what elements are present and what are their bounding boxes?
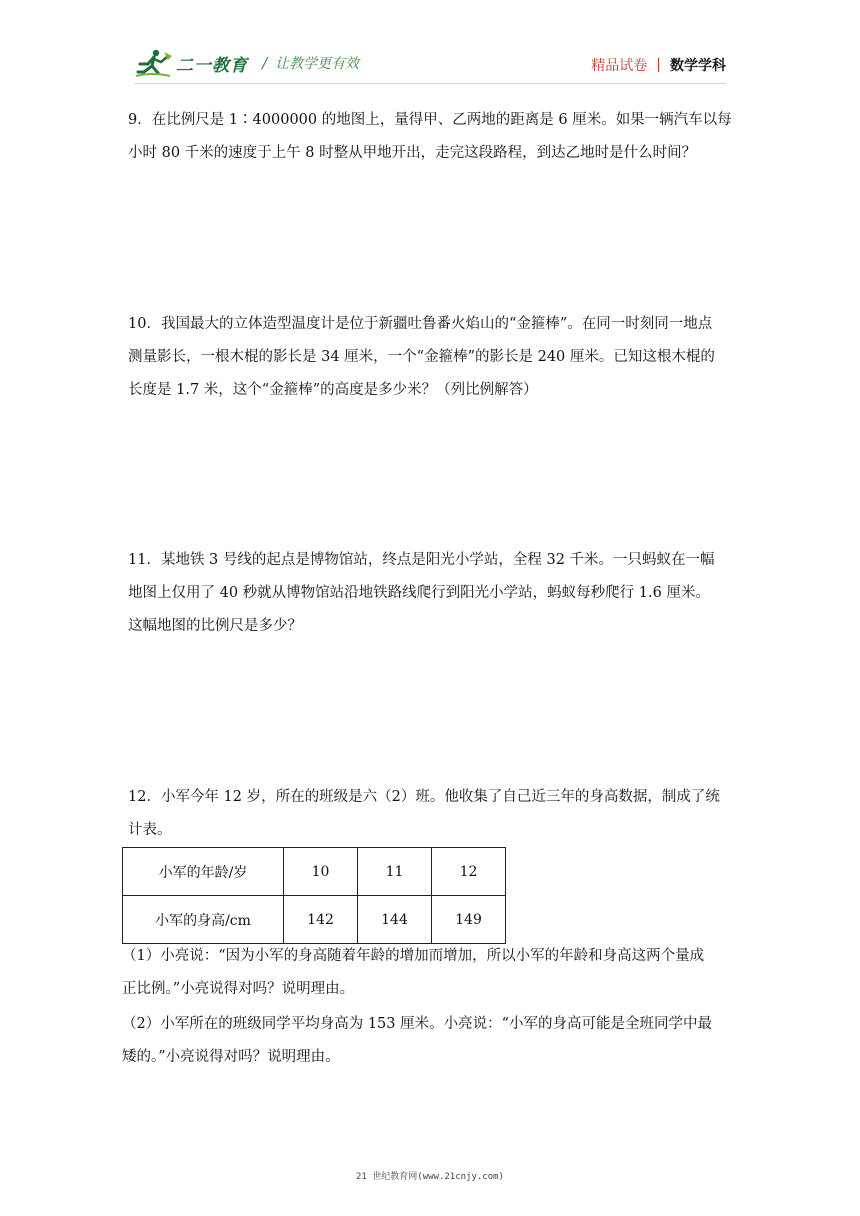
table-cell: 144 xyxy=(358,896,432,944)
question-12 xyxy=(128,781,732,847)
table-cell: 12 xyxy=(432,848,506,896)
page-header xyxy=(134,46,726,82)
page-footer: 21 世纪教育网(www.21cnjy.com) xyxy=(356,1172,504,1182)
paper-type-label: 精品试卷 xyxy=(591,58,648,74)
question-line: （2）小军所在的班级同学平均身高为 153 厘米。小亮说：“小军的身高可能是全班同学中最 xyxy=(122,1016,713,1032)
question-line: 长度是 1.7 米，这个“金箍棒”的高度是多少米？（列比例解答） xyxy=(128,382,538,398)
question-line: （1）小亮说：“因为小军的身高随着年龄的增加而增加，所以小军的年龄和身高这两个量成 xyxy=(122,948,705,964)
sub-question-2 xyxy=(122,1008,732,1074)
question-line: 12．小军今年 12 岁，所在的班级是六（2）班。他收集了自己近三年的身高数据，制成了统 xyxy=(128,789,720,805)
question-9 xyxy=(128,104,732,170)
question-line: 计表。 xyxy=(128,822,172,838)
slogan-separator: / xyxy=(262,54,268,72)
slogan: 让教学更有效 xyxy=(275,56,360,72)
row-header-age: 小军的年龄/岁 xyxy=(123,848,284,896)
question-line: 地图上仅用了 40 秒就从博物馆站沿地铁路线爬行到阳光小学站，蚂蚁每秒爬行 1.6 厘米。 xyxy=(128,585,710,601)
header-divider-line xyxy=(134,83,726,84)
height-stat-table xyxy=(122,847,506,944)
header-right xyxy=(591,55,726,75)
table-cell: 10 xyxy=(284,848,358,896)
table-row xyxy=(123,848,506,896)
question-line: 矮的。”小亮说得对吗？说明理由。 xyxy=(122,1049,340,1065)
question-11 xyxy=(128,544,732,643)
table-cell: 11 xyxy=(358,848,432,896)
subject-label: 数学学科 xyxy=(670,58,726,74)
question-line: 11．某地铁 3 号线的起点是博物馆站，终点是阳光小学站，全程 32 千米。一只蚂蚁在一幅 xyxy=(128,552,715,568)
question-line: 10．我国最大的立体造型温度计是位于新疆吐鲁番火焰山的“金箍棒”。在同一时刻同一地点 xyxy=(128,316,713,332)
sub-question-1 xyxy=(122,940,732,1006)
question-line: 测量影长，一根木棍的影长是 34 厘米，一个“金箍棒”的影长是 240 厘米。已知这根木棍的 xyxy=(128,349,715,365)
question-line: 这幅地图的比例尺是多少？ xyxy=(128,618,302,634)
question-line: 正比例。”小亮说得对吗？说明理由。 xyxy=(122,981,355,997)
table-cell: 142 xyxy=(284,896,358,944)
table-cell: 149 xyxy=(432,896,506,944)
logo-text: 二一教育 xyxy=(176,55,248,76)
runner-logo-icon xyxy=(134,48,174,78)
question-10 xyxy=(128,308,732,407)
question-line: 小时 80 千米的速度于上午 8 时整从甲地开出，走完这段路程，到达乙地时是什么时间？ xyxy=(128,145,697,161)
question-line: 9．在比例尺是 1∶4000000 的地图上，量得甲、乙两地的距离是 6 厘米。如果一辆汽车以每 xyxy=(128,112,732,128)
brand-logo xyxy=(134,48,359,78)
header-divider: | xyxy=(656,57,661,73)
row-header-height: 小军的身高/cm xyxy=(123,896,284,944)
table-row xyxy=(123,896,506,944)
